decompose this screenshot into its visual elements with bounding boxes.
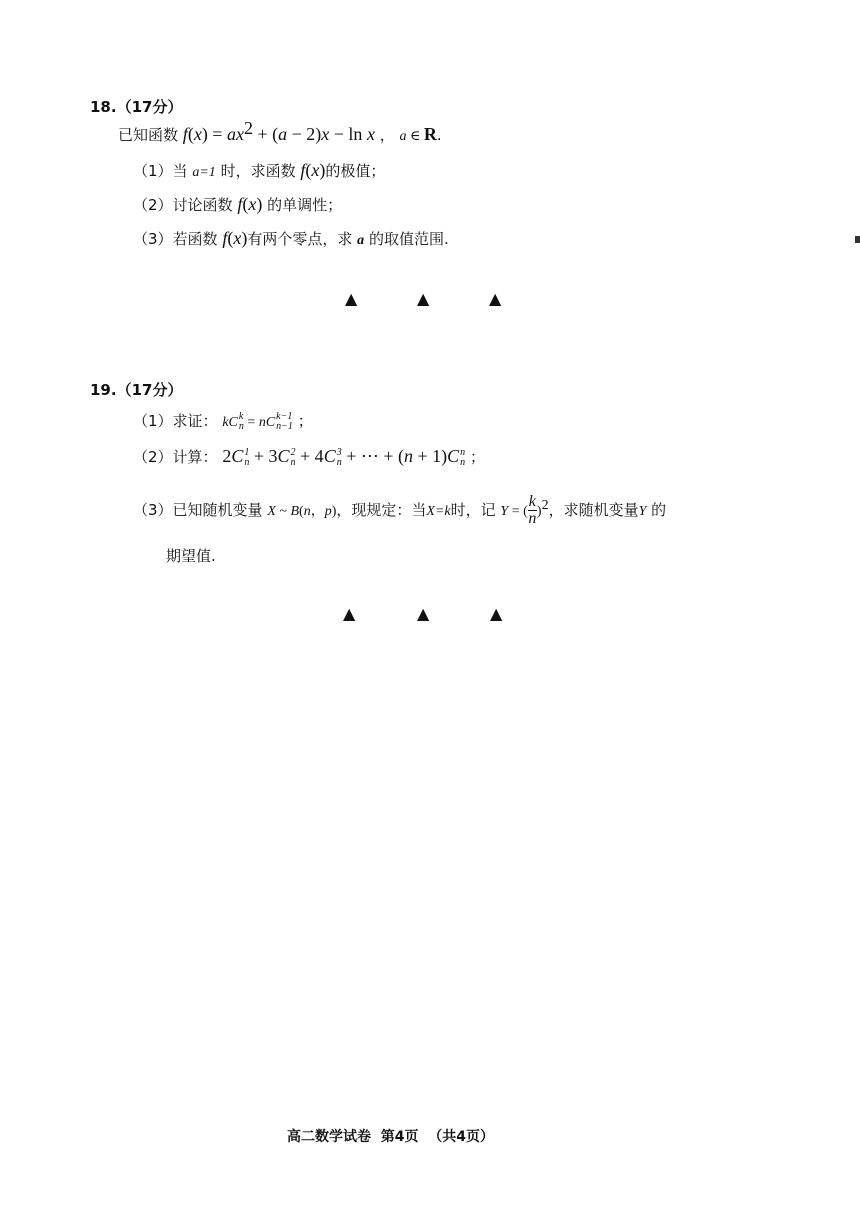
q18-part1-post: 的极值； [325,162,386,180]
q18-part2-post: 的单调性； [267,196,343,214]
q18-part3-pre: 若函数 [172,230,218,248]
q18-part3-mid: 有两个零点，求 [247,230,353,248]
separator-triangle: ▲ [490,604,503,623]
q19-part3-mid3: ，求随机变量 [548,501,639,519]
q19-header: 19.（17分） [90,381,183,399]
q18-part3-num: （3） [133,230,173,248]
q19-part3-mid1: ，现规定：当 [336,501,427,519]
q19-part2-post: ； [469,448,485,466]
q18-part1-pre: 当 [172,162,188,180]
q19-part1-formula: kC k n = nC k−1 n−1 [222,410,293,432]
q19-part1 [133,410,313,432]
q19-part2-pre: 计算： [172,448,218,466]
edge-mark [855,236,860,243]
q18-part1-mid: 时，求函数 [220,162,296,180]
q18-part1: （1）当 a=1 时，求函数 f(x)的极值； [133,160,386,180]
q18-part3: （3）若函数 f(x)有两个零点，求 a 的取值范围. [133,228,449,248]
q18-part1-cond: a=1 [192,165,216,180]
q18-intro-prefix: 已知函数 [118,126,179,144]
q19-part3-cond: X=k [426,504,451,519]
q18-intro: 已知函数 $f(x) = ax^2 + (a - 2)x - \ln x$ ， a ∈ R. [118,118,442,144]
q18-part3-post: 的取值范围. [368,230,449,248]
q18-part2-num: （2） [133,196,173,214]
separator-triangle: ▲ [343,604,356,623]
q19-part1-pre: 求证： [172,412,218,430]
q18-header: 18.（17分） [90,98,183,116]
q18-intro-sep: ， [379,126,395,144]
separator-triangle: ▲ [417,289,430,308]
q18-part2-pre: 讨论函数 [172,196,233,214]
q19-part1-post: ； [297,412,313,430]
q19-part3-mid2: 时，记 [450,501,496,519]
q18-part3-var: a [357,233,365,248]
q19-part3: （3）已知随机变量 X ~ B(n，p)，现规定：当X=k时，记 Y = ( $\frac{k}{n}$ )$^2$，求随机变量Y 的 [133,493,667,527]
separator-triangle: ▲ [345,289,358,308]
q19-part3-pre: 已知随机变量 [172,501,263,519]
q19-part3-var: Y [638,504,647,519]
q19-part2-formula: 2C 1 n + 3C 2 n + 4C 3 n + ⋯ + (n + 1)C n n [222,446,466,468]
q19-part2 [133,446,485,468]
q18-function-formula: f [182,124,188,144]
q18-part1-num: （1） [133,162,173,180]
page-footer: 高二数学试卷 第4页 （共4页） [287,1129,494,1145]
q19-part3-post: 的 [651,501,667,519]
separator-triangle: ▲ [417,604,430,623]
q18-intro-end: . [436,126,442,144]
q19-part2-num: （2） [133,448,173,466]
separator-triangle: ▲ [489,289,502,308]
q18-part2: （2）讨论函数 f(x) 的单调性； [133,194,343,214]
q19-part3-num: （3） [133,501,173,519]
q19-part1-num: （1） [133,412,173,430]
q19-part3-continued: 期望值. [166,547,216,565]
